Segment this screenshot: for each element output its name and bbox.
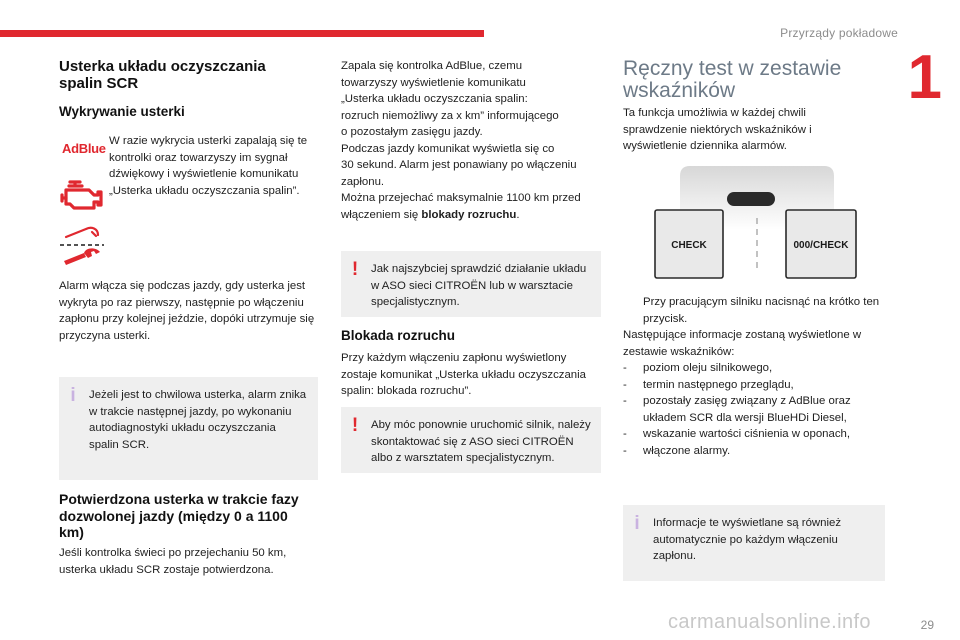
- section-heading-manual-test: Ręczny test w zestawie wskaźników: [623, 57, 842, 102]
- step-text: Przy pracującym silniku nacisnąć na krótko ten przycisk.: [643, 296, 880, 325]
- info-icon: i: [70, 385, 76, 406]
- warning-icon: !: [351, 415, 359, 436]
- adblue-line: Można przejechać maksymalnie 1100 km przed: [341, 192, 581, 204]
- adblue-line: o pozostałym zasięgu jazdy.: [341, 126, 483, 138]
- chapter-number: 1: [907, 43, 942, 112]
- info-icon: i: [634, 513, 640, 534]
- warning-note-restart: [341, 407, 601, 473]
- detection-text: W razie wykrycia usterki zapalają się te kontrolki oraz towarzyszy im sygnał dźwiękowy i wyświetlenie komunikatu „Usterka układu oczyszczania spalin”.: [109, 135, 308, 197]
- adblue-warning-icon: AdBlue: [62, 141, 106, 156]
- info-note-text: Informacje te wyświetlane są również automatycznie po każdym włączeniu zapłonu.: [653, 517, 842, 562]
- adblue-line: Podczas jazdy komunikat wyświetla się co: [341, 142, 555, 155]
- subheading-detection: Wykrywanie usterki: [59, 104, 185, 119]
- pointer-icon: [623, 294, 643, 327]
- subheading-start-lock: Blokada rozruchu: [341, 328, 456, 343]
- step-instruction: [623, 294, 885, 327]
- wrench-service-icon: [58, 225, 106, 267]
- section-heading-scr: Usterka układu oczyszczania spalin SCR: [59, 58, 266, 92]
- adblue-line: towarzyszy wyświetlenie komunikatu: [341, 76, 526, 89]
- adblue-line: zapłonu.: [341, 175, 385, 188]
- check-button-illustration: [652, 160, 862, 285]
- list-item: - włączone alarmy.: [623, 444, 731, 457]
- adblue-line: rozruch niemożliwy za x km” informującego: [341, 109, 559, 122]
- subheading-confirmed-fault: Potwierdzona usterka w trakcie fazy dozwolonej jazdy (między 0 a 1100 km): [59, 491, 299, 540]
- info-list: [623, 360, 885, 459]
- check-button-label: CHECK: [671, 240, 707, 251]
- confirmed-fault-text: Jeśli kontrolka świeci po przejechaniu 50 km, usterka układu SCR zostaje potwierdzona.: [59, 547, 287, 576]
- info-note-temporary-fault: [59, 377, 318, 480]
- list-item: - termin następnego przeglądu,: [623, 378, 794, 391]
- header-accent-bar: [0, 30, 484, 37]
- info-note-auto-display: [623, 505, 885, 581]
- adblue-line: „Usterka układu oczyszczania spalin:: [341, 93, 528, 105]
- warning-note-text: Aby móc ponownie uruchomić silnik, należy skontaktować się z ASO sieci CITROËN albo z warsztatem specjalistycznym.: [371, 419, 591, 464]
- manual-test-intro: Ta funkcja umożliwia w każdej chwili sprawdzenie niektórych wskaźników i wyświetlenie dziennika alarmów.: [623, 107, 812, 152]
- list-item: - wskazanie wartości ciśnienia w oponach,: [623, 428, 851, 440]
- alarm-text: Alarm włącza się podczas jazdy, gdy usterka jest wykryta po raz pierwszy, następnie po włączeniu zapłonu przy kolejnej jeździe, dopóki utrzymuje się przyczyna usterki.: [59, 280, 315, 342]
- warning-note-text: Jak najszybciej sprawdzić działanie układu w ASO sieci CITROËN lub w warsztacie specjalistycznym.: [371, 263, 587, 308]
- trip-check-button-label: 000/CHECK: [793, 240, 849, 251]
- start-lock-text: Przy każdym włączeniu zapłonu wyświetlony zostaje komunikat „Usterka układu oczyszczania spalin: blokada rozruchu”.: [341, 352, 587, 397]
- page-number: 29: [920, 618, 934, 632]
- adblue-line: 30 sekund. Alarm jest ponawiany po włączeniu: [341, 159, 577, 171]
- warning-icon: !: [351, 259, 359, 280]
- engine-warning-icon: [60, 178, 104, 212]
- watermark: carmanualsonline.info: [668, 611, 871, 633]
- list-item: - poziom oleju silnikowego,: [623, 362, 773, 374]
- adblue-paragraph: [341, 58, 603, 223]
- warning-note-check-system: [341, 251, 601, 317]
- adblue-line: Zapala się kontrolka AdBlue, czemu: [341, 60, 523, 72]
- list-intro: Następujące informacje zostaną wyświetlone w zestawie wskaźników:: [623, 329, 862, 358]
- info-note-text: Jeżeli jest to chwilowa usterka, alarm znika w trakcie następnej jazdy, po wykonaniu autodiagnostyki układu oczyszczania spalin SCR.: [89, 389, 307, 451]
- list-item: - pozostały zasięg związany z AdBlue oraz układem SCR dla wersji BlueHDi Diesel,: [623, 395, 851, 424]
- bold-start-lock: blokady rozruchu: [421, 208, 517, 221]
- adblue-line-last: włączeniem się blokady rozruchu.: [341, 208, 520, 221]
- section-title: Przyrządy pokładowe: [780, 26, 898, 40]
